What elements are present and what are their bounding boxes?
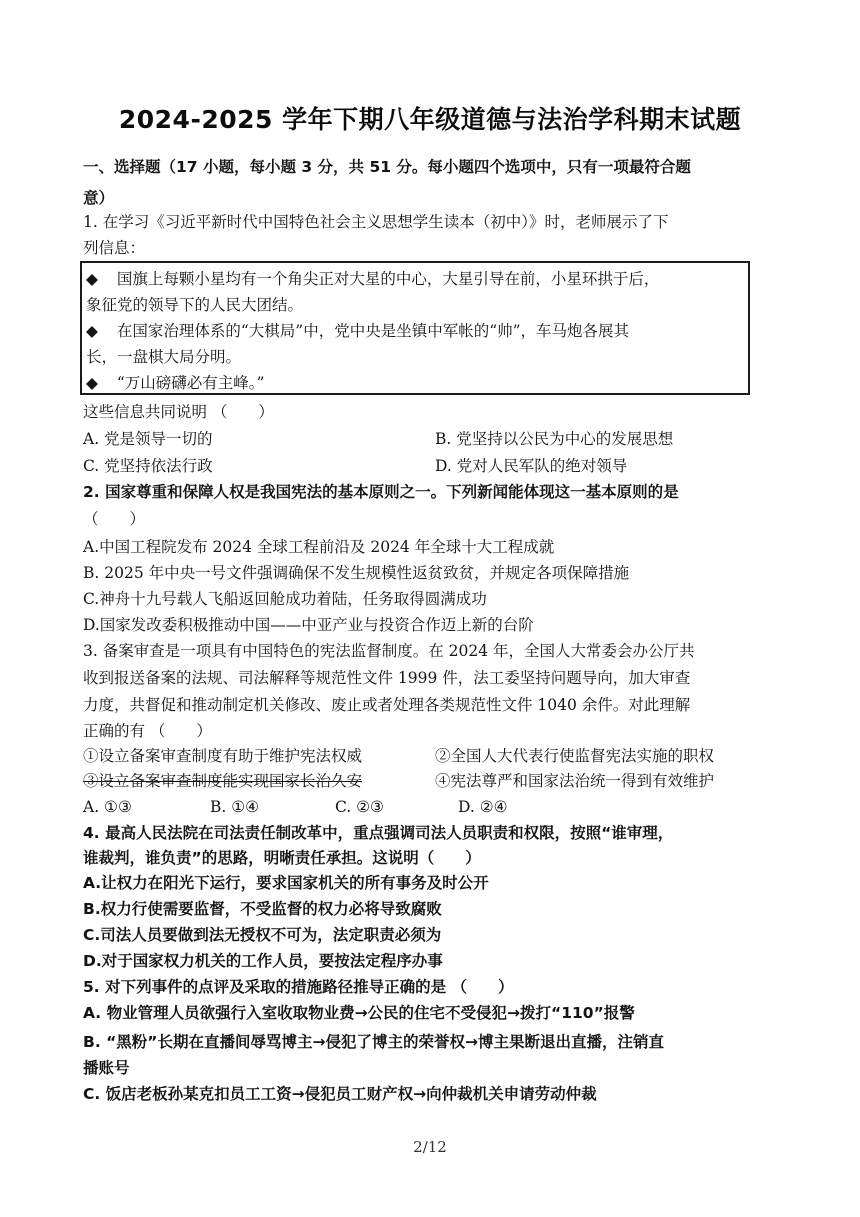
q3-stem-line3: 力度，共督促和推动制定机关修改、废止或者处理各类规范性文件 1040 余件。对此理解 [83,696,691,714]
exam-title: 2024-2025 学年下期八年级道德与法治学科期末试题 [118,105,742,134]
q5-option-c: C. 饭店老板孙某克扣员工工资→侵犯员工财产权→向仲裁机关申请劳动仲裁 [83,1085,597,1103]
q3-stem-line4: 正确的有 （ ） [83,722,212,740]
q5-option-a: A. 物业管理人员欲强行入室收取物业费→公民的住宅不受侵犯→拨打“110”报警 [83,1004,635,1022]
q2-option-b: B. 2025 年中央一号文件强调确保不发生规模性返贫致贫，并规定各项保障措施 [83,564,630,582]
q1-box-item1-line2: 象征党的领导下的人民大团结。 [86,296,304,314]
q2-option-c: C.神舟十九号载人飞船返回舱成功着陆，任务取得圆满成功 [83,590,487,608]
diamond-bullet-icon: ◆ [86,374,98,392]
q1-box-item2-text: 在国家治理体系的“大棋局”中，党中央是坐镇中军帐的“帅”，车马炮各展其 [116,322,630,340]
q1-option-a: A. 党是领导一切的 [83,430,213,448]
q1-option-c: C. 党坚持依法行政 [83,457,213,475]
q1-box-item3-text: “万山磅礴必有主峰。” [116,374,265,392]
q3-option-b: B. ①④ [210,798,260,816]
q3-option-c: C. ②③ [335,798,384,816]
section-heading-line1: 一、选择题（17 小题，每小题 3 分，共 51 分。每小题四个选项中，只有一项最符合题 [83,158,691,176]
q4-option-b: B.权力行使需要监督，不受监督的权力必将导致腐败 [83,900,442,918]
q3-stem-line1: 3. 备案审查是一项具有中国特色的宪法监督制度。在 2024 年，全国人大常委会办公厅共 [83,642,695,660]
q2-option-a: A.中国工程院发布 2024 全球工程前沿及 2024 年全球十大工程成就 [83,538,555,556]
q1-option-b: B. 党坚持以公民为中心的发展思想 [435,430,674,448]
section-heading-line2: 意） [83,189,115,207]
q3-item-1: ①设立备案审查制度有助于维护宪法权威 [83,747,363,765]
q2-stem-line1: 2. 国家尊重和保障人权是我国宪法的基本原则之一。下列新闻能体现这一基本原则的是 [83,483,679,501]
diamond-bullet-icon: ◆ [86,270,98,288]
q3-option-a: A. ①③ [83,798,132,816]
q4-option-a: A.让权力在阳光下运行，要求国家机关的所有事务及时公开 [83,874,489,892]
q1-box-item2-line1 [86,320,629,342]
q2-option-d: D.国家发改委积极推动中国——中亚产业与投资合作迈上新的台阶 [83,616,534,634]
q5-option-b-line1: B. “黑粉”长期在直播间辱骂博主→侵犯了博主的荣誉权→博主果断退出直播，注销直 [83,1033,664,1051]
q3-option-d: D. ②④ [458,798,508,816]
q3-stem-line2: 收到报送备案的法规、司法解释等规范性文件 1999 件，法工委坚持问题导向，加大审查 [83,669,691,687]
q1-stem-line1: 1. 在学习《习近平新时代中国特色社会主义思想学生读本（初中）》时，老师展示了下 [83,213,669,231]
q3-item-2: ②全国人大代表行使监督宪法实施的职权 [435,747,715,765]
q2-stem-line2: （ ） [83,510,146,528]
q5-option-b-line2: 播账号 [83,1059,130,1077]
page-number: 2/12 [413,1138,447,1156]
q1-stem-line2: 列信息： [83,239,146,257]
q1-box-item3 [86,372,264,394]
q4-option-c: C.司法人员要做到法无授权不可为，法定职责必须为 [83,926,442,944]
q4-stem-line2: 谁裁判，谁负责”的思路，明晰责任承担。这说明（ ） [83,849,481,867]
q1-option-d: D. 党对人民军队的绝对领导 [435,457,628,475]
q4-option-d: D.对于国家权力机关的工作人员，要按法定程序办事 [83,952,443,970]
q4-stem-line1: 4. 最高人民法院在司法责任制改革中，重点强调司法人员职责和权限，按照“谁审理， [83,824,674,842]
q3-item-3: ③设立备案审查制度能实现国家长治久安 [83,772,363,790]
q1-box-item2-line2: 长，一盘棋大局分明。 [86,348,242,366]
q3-item-4: ④宪法尊严和国家法治统一得到有效维护 [435,772,715,790]
diamond-bullet-icon: ◆ [86,322,98,340]
q1-question: 这些信息共同说明 （ ） [83,403,274,421]
q1-box-item1-line1 [86,268,659,290]
q1-box-item1-text: 国旗上每颗小星均有一个角尖正对大星的中心，大星引导在前，小星环拱于后， [116,270,660,288]
q5-stem: 5. 对下列事件的点评及采取的措施路径推导正确的是 （ ） [83,978,514,996]
